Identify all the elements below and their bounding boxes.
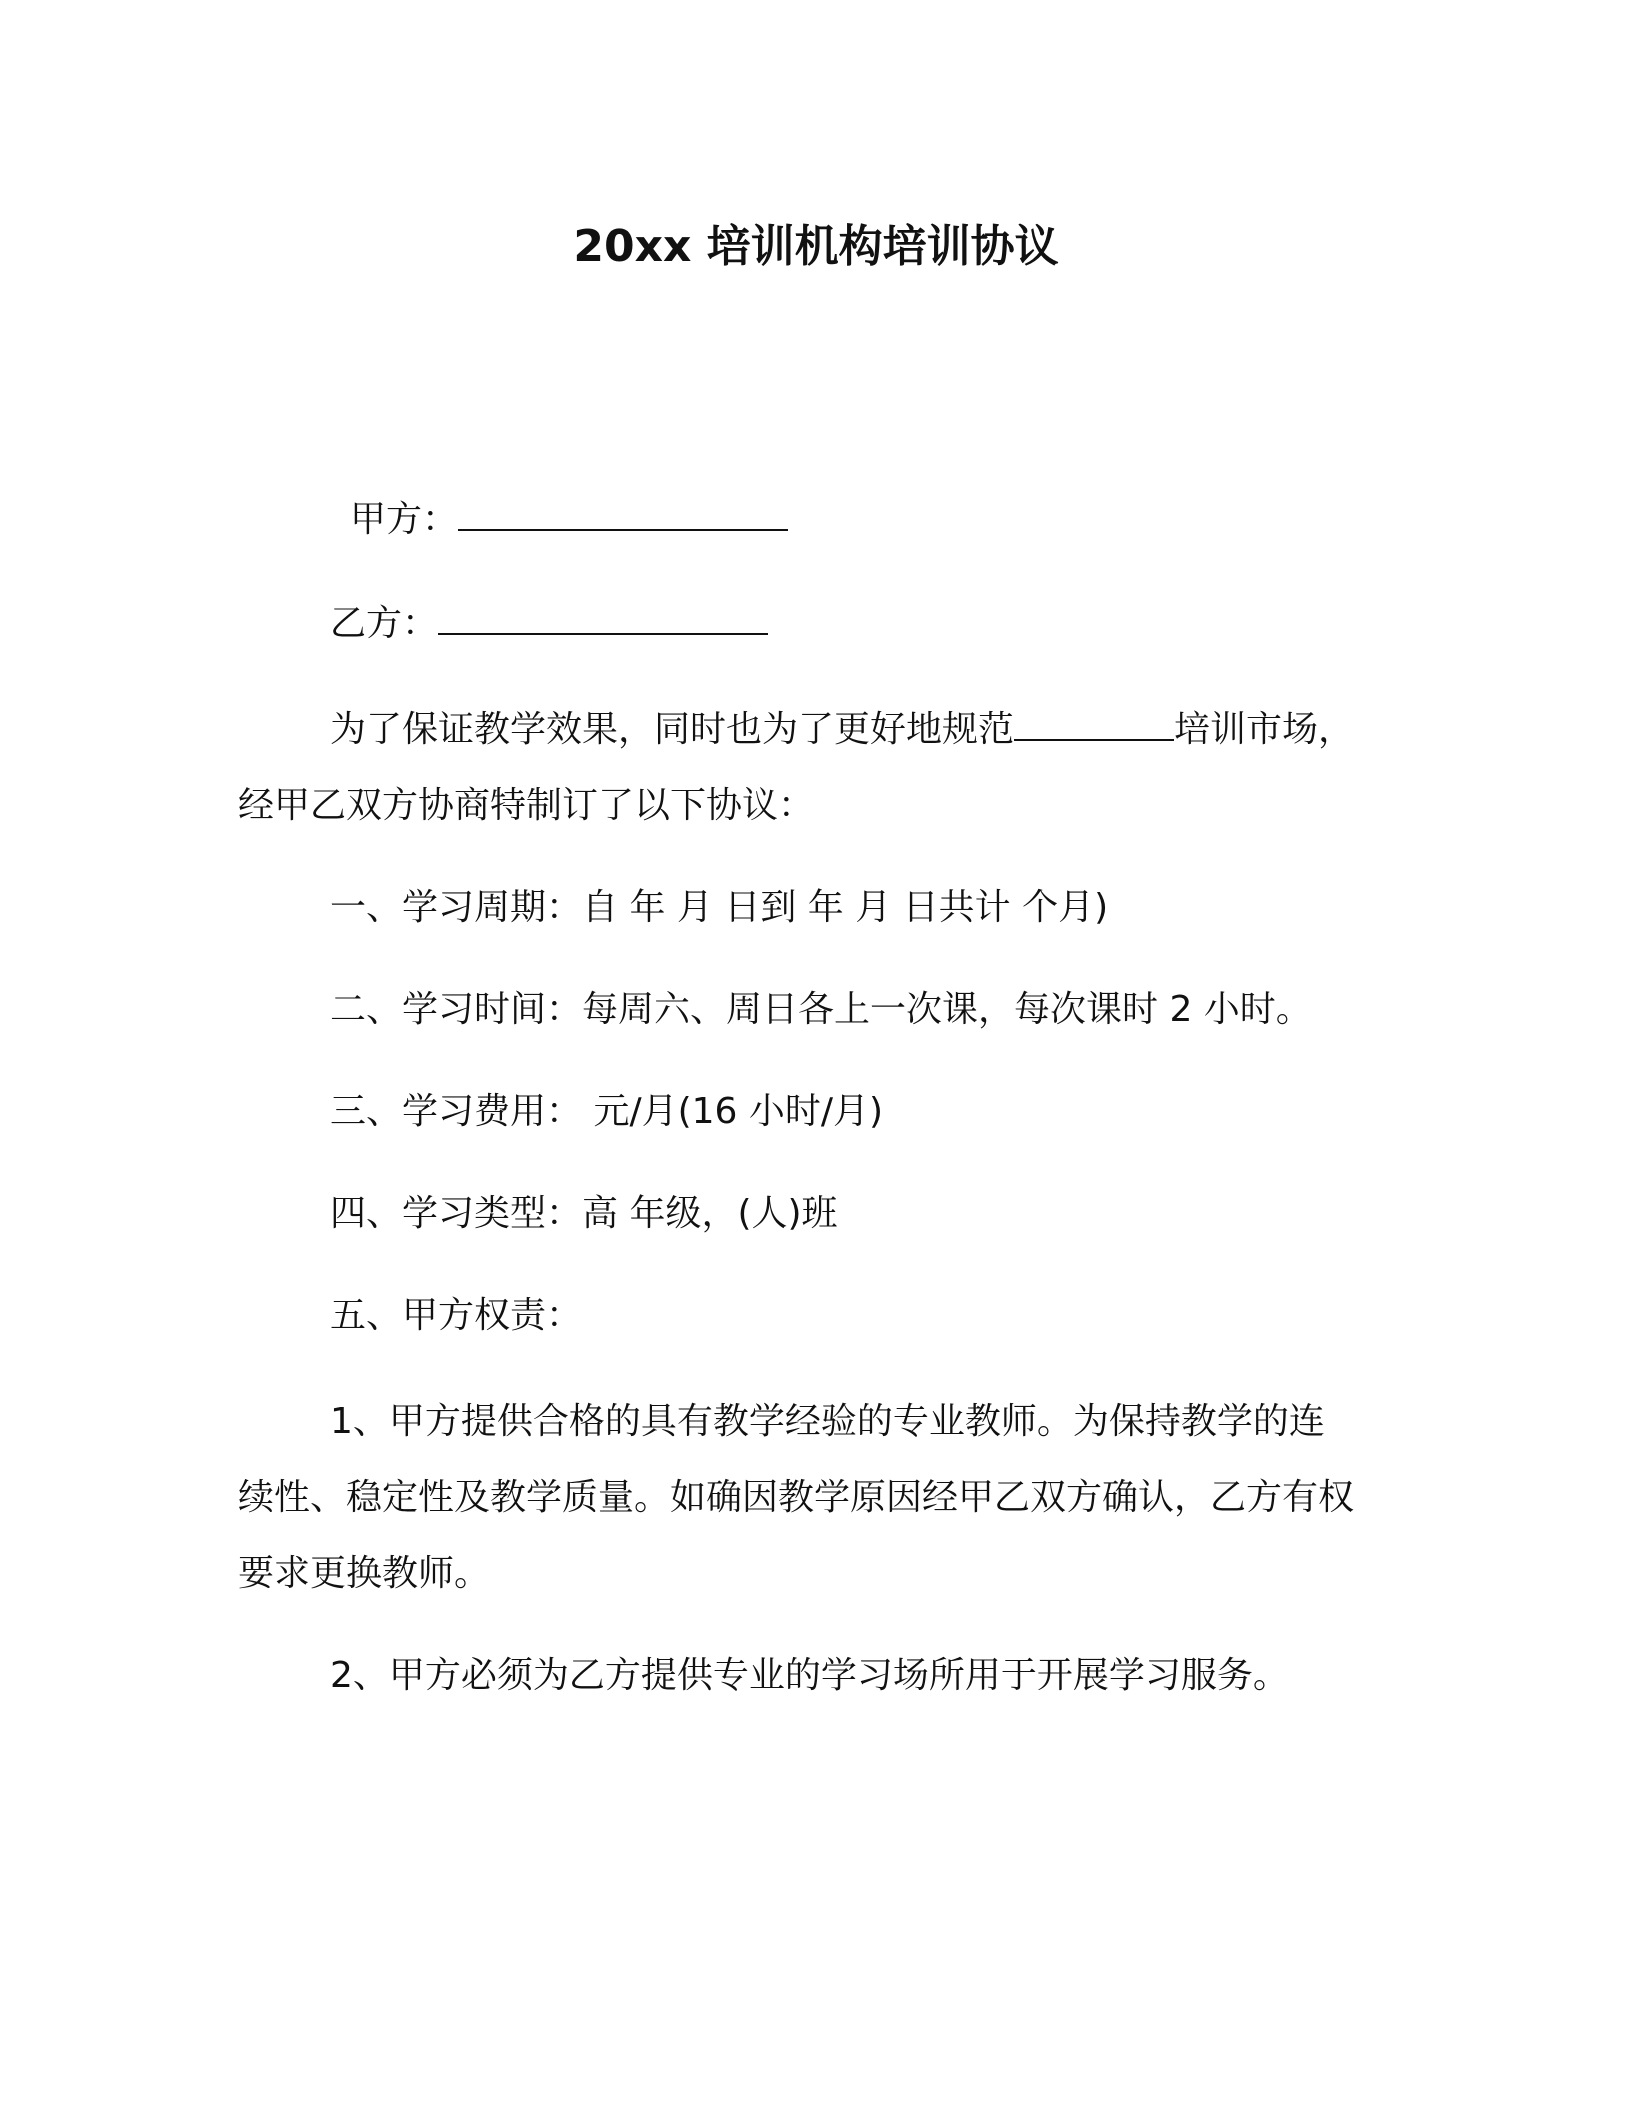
- item-party-a-rights: 五、甲方权责：: [330, 1295, 583, 1336]
- item-study-type: 四、学习类型：高 年级，(人)班: [330, 1193, 838, 1234]
- party-b-line: [330, 602, 768, 645]
- clause-1: 1、甲方提供合格的具有教学经验的专业教师。为保持教学的连续性、稳定性及教学质量。如确因教学原因经甲乙双方确认，乙方有权要求更换教师。: [238, 1401, 1355, 1594]
- party-a-line: [350, 498, 788, 541]
- item-study-period: 一、学习周期：自 年 月 日到 年 月 日共计 个月): [330, 887, 1109, 928]
- item-study-time: 二、学习时间：每周六、周日各上一次课，每次课时 2 小时。: [330, 989, 1312, 1030]
- intro-text-1: 为了保证教学效果，同时也为了更好地规范: [330, 709, 1015, 750]
- party-a-label: 甲方：: [350, 499, 459, 540]
- intro-paragraph: [238, 692, 1358, 844]
- document-title: 20xx 培训机构培训协议: [573, 221, 1059, 272]
- party-b-label: 乙方：: [330, 603, 439, 644]
- party-a-blank: [458, 501, 788, 531]
- item-study-fee: 三、学习费用： 元/月(16 小时/月): [330, 1091, 884, 1132]
- intro-text-2: 培训市场，经甲乙双方协商特制订了以下协议：: [238, 709, 1355, 826]
- clause-2: 2、甲方必须为乙方提供专业的学习场所用于开展学习服务。: [330, 1655, 1289, 1696]
- market-blank: [1014, 711, 1174, 741]
- party-b-blank: [438, 605, 768, 635]
